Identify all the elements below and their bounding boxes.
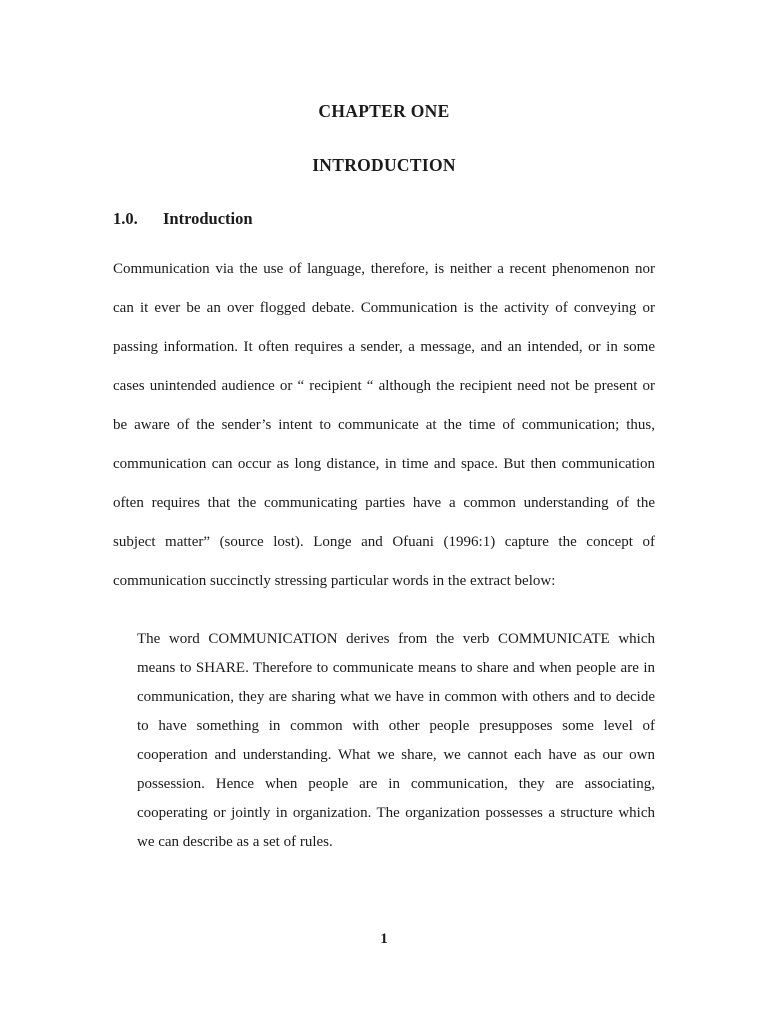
paragraph-line: cases unintended audience or “ recipient “ although the recipient need not be present or — [113, 378, 655, 394]
paragraph-line: Communication via the use of language, therefore, is neither a recent phenomenon nor — [113, 261, 655, 277]
paragraph-line: communication succinctly stressing particular words in the extract below: — [113, 573, 556, 589]
paragraph-line: can it ever be an over flogged debate. Communication is the activity of conveying or — [113, 300, 655, 316]
block-quote — [137, 625, 655, 857]
quote-line: to have something in common with other people presupposes some level of — [137, 718, 655, 734]
introduction-heading: INTRODUCTION — [312, 155, 456, 175]
quote-line: cooperating or jointly in organization. The organization possesses a structure which — [137, 805, 655, 821]
paragraph-line: often requires that the communicating parties have a common understanding of the — [113, 495, 655, 511]
paragraph-line: be aware of the sender’s intent to communicate at the time of communication; thus, — [113, 417, 655, 433]
quote-line: means to SHARE. Therefore to communicate means to share and when people are in — [137, 660, 655, 676]
quote-line: possession. Hence when people are in communication, they are associating, — [137, 776, 655, 792]
section-heading — [113, 209, 253, 229]
section-title: Introduction — [163, 209, 253, 228]
quote-line: communication, they are sharing what we have in common with others and to decide — [137, 689, 655, 705]
quote-line: cooperation and understanding. What we share, we cannot each have as our own — [137, 747, 655, 763]
page-number: 1 — [380, 931, 388, 947]
paragraph-line: passing information. It often requires a sender, a message, and an intended, or in some — [113, 339, 655, 355]
chapter-heading: CHAPTER ONE — [318, 101, 450, 121]
paragraph-line: communication can occur as long distance, in time and space. But then communication — [113, 456, 655, 472]
paragraph-line: subject matter” (source lost). Longe and Ofuani (1996:1) capture the concept of — [113, 534, 655, 550]
quote-line: The word COMMUNICATION derives from the verb COMMUNICATE which — [137, 631, 655, 647]
intro-paragraph — [113, 250, 655, 601]
quote-line: we can describe as a set of rules. — [137, 834, 333, 850]
section-number: 1.0. — [113, 209, 138, 228]
